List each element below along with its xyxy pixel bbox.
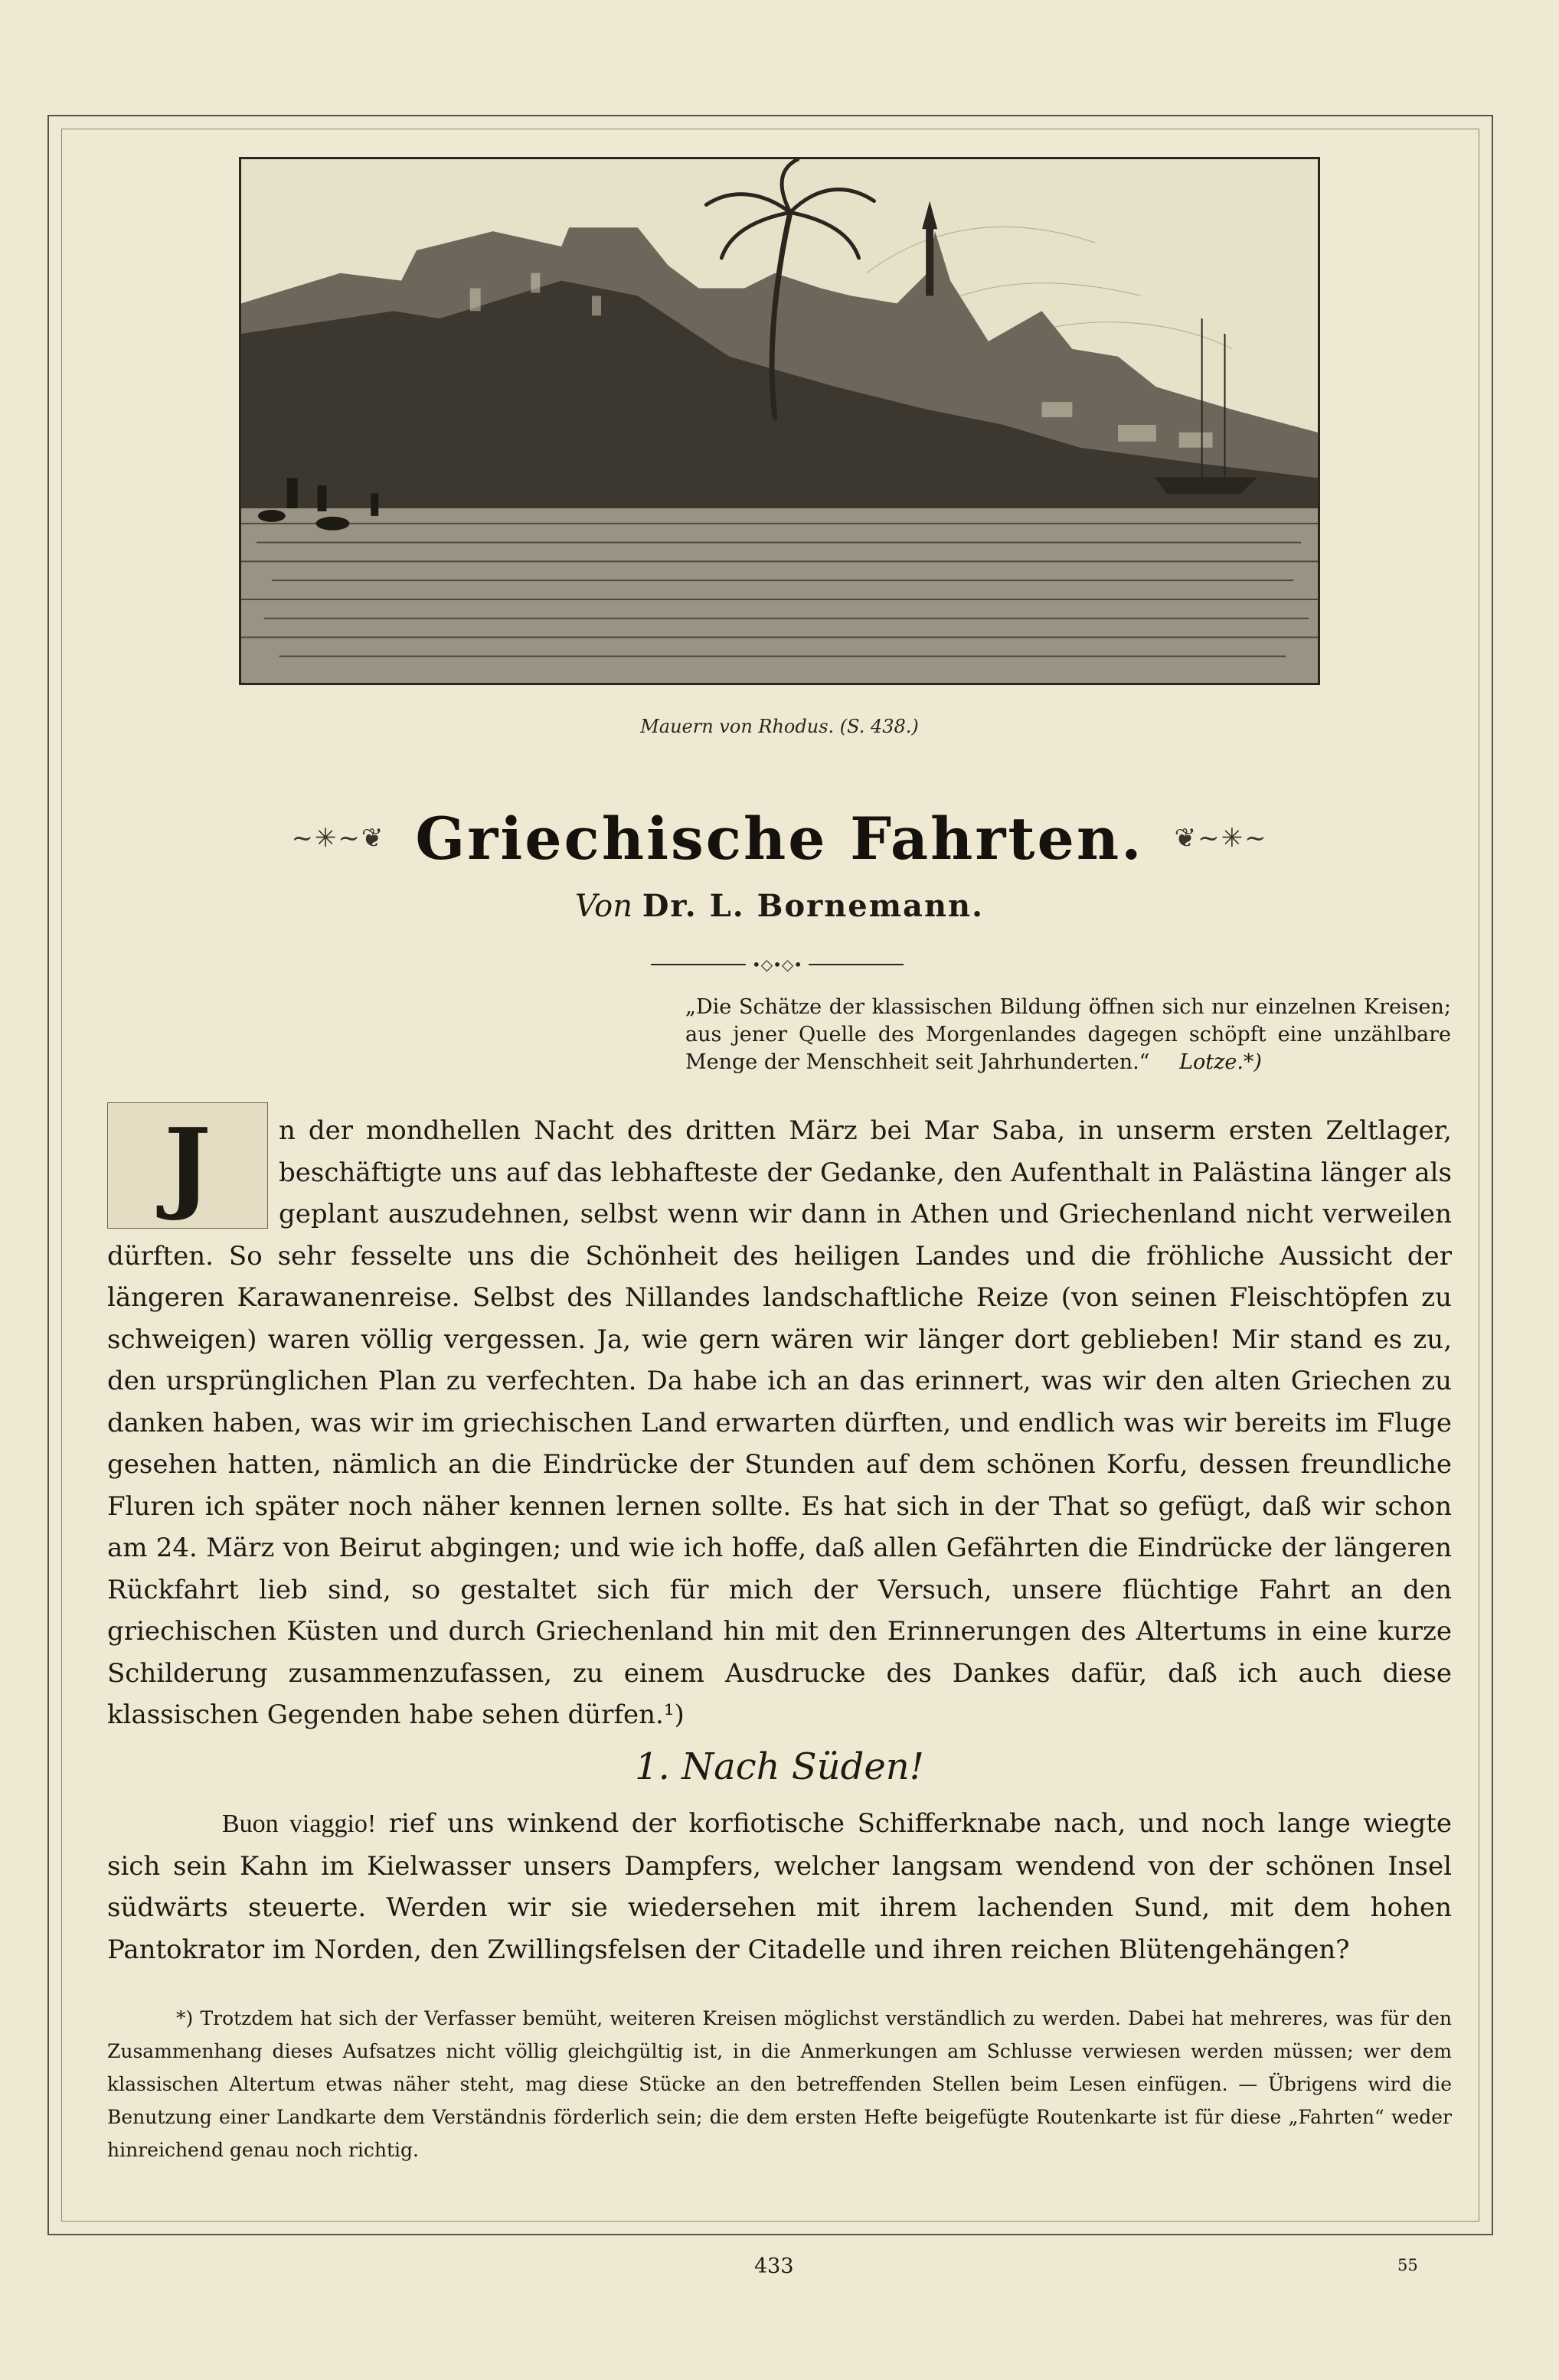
paragraph-intro-text: n der mondhellen Nacht des dritten März bei Mar Saba, in unserm ersten Zeltlager, beschäftigte uns auf das lebhafteste der Gedanke, den Aufenthalt in Palästina länger als geplant auszudehnen, selbst wenn wir dann in Athen und Griechenland nicht verweilen dürften. So sehr fesselte uns die Schönheit des heiligen Landes und die fröhliche Aussicht der längeren Karawanenreise. Selbst des Nillandes landschaftliche Reize (von seinen Fleischtöpfen zu schweigen) waren völlig vergessen. Ja, wie gern wären wir länger dort geblieben! Mir stand es zu, den ursprünglichen Plan zu verfechten. Da habe ich an das erinnert, was wir den alten Griechen zu danken haben, was wir im griechischen Land erwarten dürften, und endlich was wir bereits im Fluge gesehen hatten, nämlich an die Eindrücke der Stunden auf dem schönen Korfu, dessen freundliche Fluren ich später noch näher kennen lernen sollte. Es hat sich in der That so gefügt, daß wir schon am 24. März von Beirut abgingen; und wie ich hoffe, daß allen Gefährten die Eindrücke der längeren Rückfahrt lieb sind, so gestaltet sich für mich der Versuch, unsere flüchtige Fahrt an den griechischen Küsten und durch Griechenland hin mit den Erinnerungen des Altertums in eine kurze Schilderung zusammenzufassen, zu einem Ausdrucke des Dankes dafür, daß ich auch diese klassischen Gegenden habe sehen dürfen.¹): [107, 1115, 1452, 1730]
epigraph-text: „Die Schätze der klassischen Bildung öffnen sich nur einzelnen Kreisen; aus jener Quelle des Morgenlandes dagegen schöpft eine unzählbare Menge der Menschheit seit Jahrhunderten.“: [685, 995, 1451, 1074]
footnote-text: Trotzdem hat sich der Verfasser bemüht, weiteren Kreisen möglichst verständlich zu werden. Dabei hat mehreres, was für den Zusammenhang dieses Aufsatzes nicht völlig gleichgültig ist, in die Anmerkungen am Schlusse verwiesen werden müssen; wer dem klassischen Altertum etwas näher steht, mag diese Stücke an den betreffenden Stellen beim Lesen einfügen. — Übrigens wird die Benutzung einer Landkarte dem Verständnis förderlich sein; die dem ersten Hefte beigefügte Routenkarte ist für diese „Fahrten“ weder hinreichend genau noch richtig.: [107, 2007, 1452, 2161]
author-name: Dr. L. Bornemann.: [642, 888, 985, 924]
author-prefix: Von: [574, 889, 632, 924]
footnote-mark: *): [176, 2007, 194, 2029]
illustration-caption: Mauern von Rhodus. (S. 438.): [640, 716, 919, 737]
paragraph-nach-sueden-text: rief uns winkend der korfiotische Schifferknabe nach, und noch lange wiegte sich sein Kahn im Kielwasser unsers Dampfers, welcher langsam wendend von der schönen Insel südwärts steuerte. Werden wir sie wiedersehen mit ihrem lachenden Sund, mit dem hohen Pantokrator im Norden, den Zwillingsfelsen der Citadelle und ihren reichen Blütengehängen?: [107, 1808, 1452, 1965]
title-flourish-left: ~✳~❦: [291, 823, 385, 854]
author-line: [0, 888, 1559, 924]
section-heading: 1. Nach Süden!: [635, 1745, 924, 1788]
paragraph-opening-phrase: Buon viaggio!: [222, 1810, 377, 1838]
engraving-walls-of-rhodes: [239, 157, 1320, 685]
footnote: [107, 2002, 1452, 2166]
divider-line-left: [651, 964, 746, 965]
page-number: 433: [754, 2254, 794, 2278]
engraving-image: [241, 159, 1318, 683]
title-flourish-right: ❦~✳~: [1174, 823, 1268, 854]
title-block: [0, 796, 1559, 880]
section-divider: [651, 957, 904, 972]
signature-number: 55: [1397, 2256, 1418, 2274]
divider-ornament: •◇•◇•: [751, 955, 803, 974]
paragraph-nach-sueden: [107, 1803, 1452, 1970]
page-title: Griechische Fahrten.: [415, 804, 1144, 873]
drop-cap-initial: J: [107, 1102, 268, 1229]
epigraph-source: Lotze.*): [1179, 1050, 1262, 1074]
paragraph-intro: [107, 1106, 1452, 1736]
epigraph: [685, 994, 1451, 1076]
divider-line-right: [809, 964, 904, 965]
